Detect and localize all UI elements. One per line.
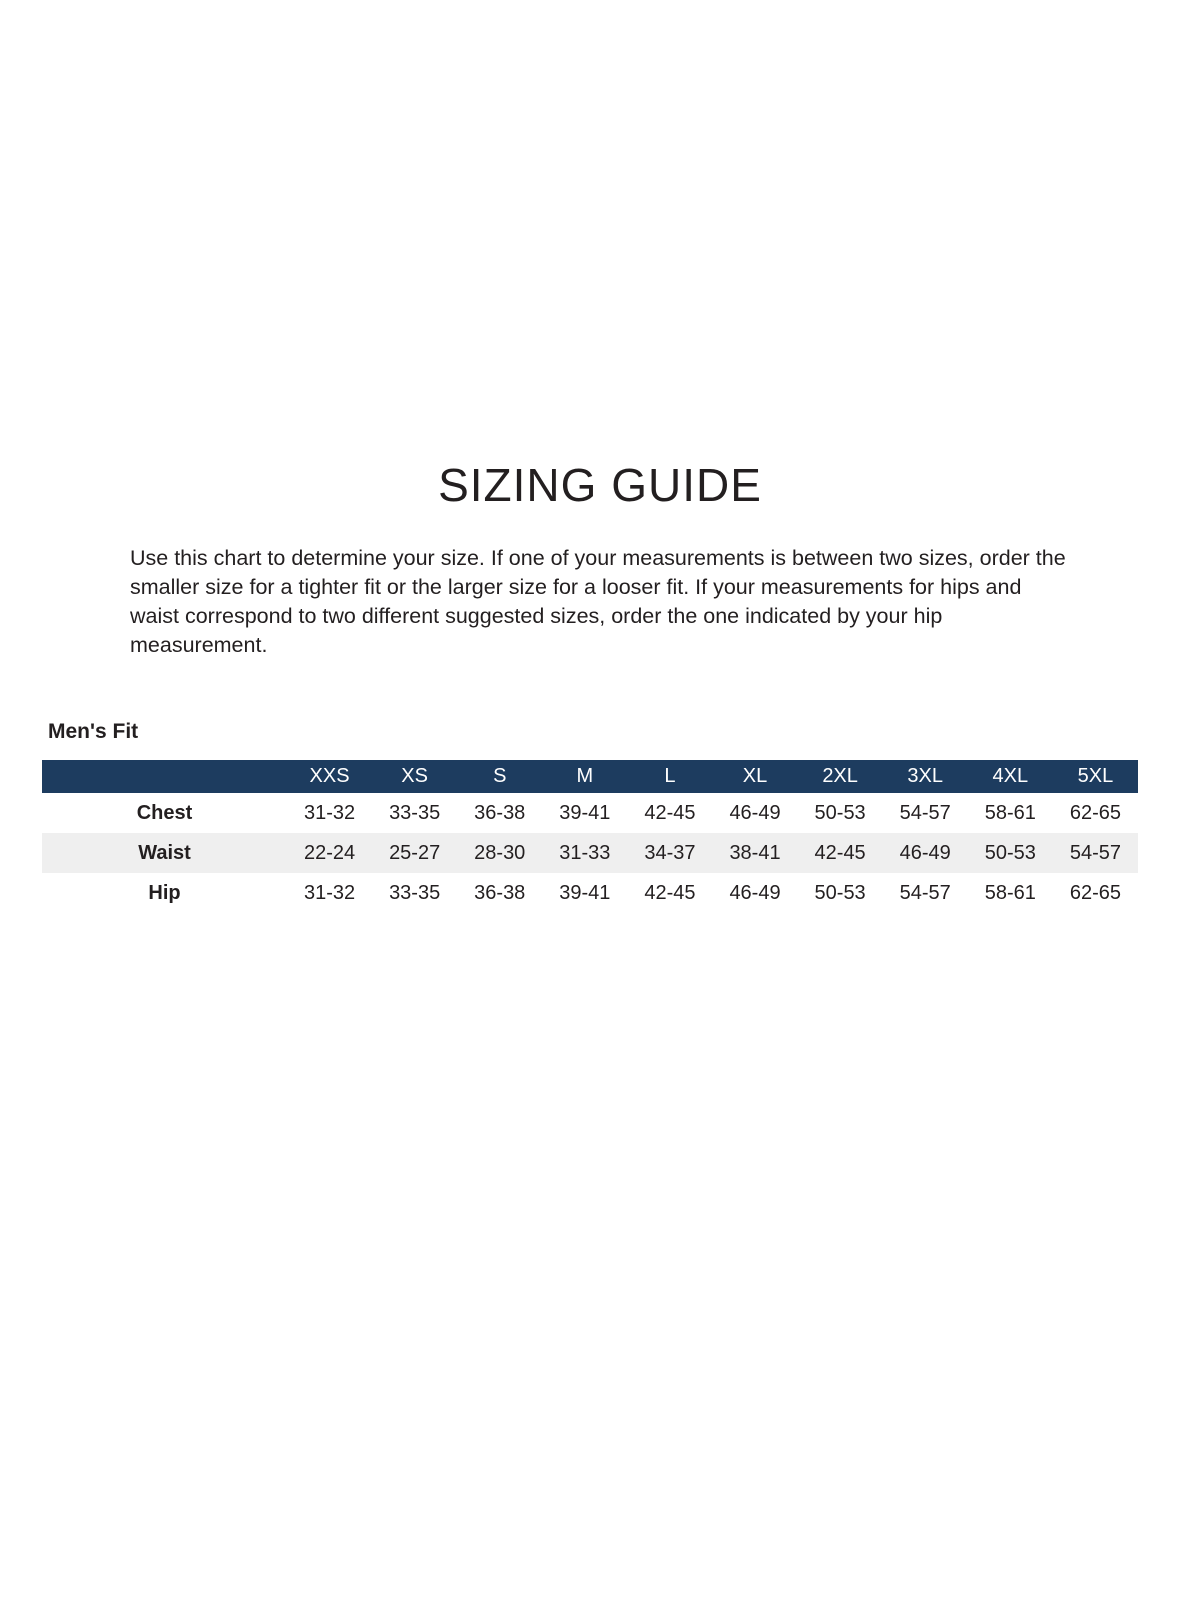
measurement-row-label: Chest xyxy=(136,801,193,824)
empty-header-cell xyxy=(42,760,287,793)
size-value-cell: 58-61 xyxy=(984,801,1036,824)
size-value-cell: 42-45 xyxy=(644,801,696,824)
size-value-cell: 33-35 xyxy=(389,801,441,824)
size-value-cell: 39-41 xyxy=(559,801,611,824)
size-value-cell: 31-33 xyxy=(559,841,611,864)
size-value-cell: 22-24 xyxy=(303,841,356,864)
size-value-cell: 25-27 xyxy=(389,841,441,864)
size-column-header: 3XL xyxy=(883,760,968,793)
size-column-header: 4XL xyxy=(968,760,1053,793)
table-row-waist xyxy=(42,833,1138,873)
size-value-cell: 54-57 xyxy=(899,801,951,824)
measurement-row-label: Hip xyxy=(148,881,181,904)
size-value-cell: 36-38 xyxy=(474,881,526,904)
size-column-header: M xyxy=(542,760,627,793)
measurement-row-label: Waist xyxy=(138,841,191,864)
size-value-cell: 50-53 xyxy=(814,801,866,824)
size-value-cell: 46-49 xyxy=(729,801,781,824)
size-table xyxy=(42,760,1138,913)
size-column-header: L xyxy=(627,760,712,793)
size-value-cell: 42-45 xyxy=(814,841,866,864)
page-title: SIZING GUIDE xyxy=(438,459,762,511)
size-value-cell: 54-57 xyxy=(899,881,951,904)
size-value-cell: 42-45 xyxy=(644,881,696,904)
size-value-cell: 33-35 xyxy=(389,881,441,904)
size-value-cell: 36-38 xyxy=(474,801,526,824)
size-value-cell: 28-30 xyxy=(474,841,526,864)
size-column-header: XL xyxy=(712,760,797,793)
size-value-cell: 39-41 xyxy=(559,881,611,904)
size-table-header-row xyxy=(42,760,1138,793)
size-value-cell: 62-65 xyxy=(1069,881,1121,904)
size-column-header: XS xyxy=(372,760,457,793)
table-row-hip xyxy=(42,873,1138,913)
size-value-cell: 31-32 xyxy=(303,801,356,824)
size-value-cell: 58-61 xyxy=(984,881,1036,904)
size-value-cell: 46-49 xyxy=(729,881,781,904)
size-value-cell: 50-53 xyxy=(984,841,1036,864)
size-column-header: XXS xyxy=(287,760,372,793)
size-value-cell: 38-41 xyxy=(729,841,781,864)
intro-text: Use this chart to determine your size. If one of your measurements is between two sizes, order the smaller size for a tighter fit or the larger size for a looser fit. If your measurements for hips and waist correspond to two different suggested sizes, order the one indicated by your hip measurement. xyxy=(130,546,1066,657)
size-value-cell: 62-65 xyxy=(1069,801,1121,824)
size-value-cell: 31-32 xyxy=(303,881,356,904)
table-row-chest xyxy=(42,793,1138,833)
size-value-cell: 34-37 xyxy=(644,841,696,864)
size-column-header: 5XL xyxy=(1053,760,1138,793)
size-value-cell: 54-57 xyxy=(1069,841,1121,864)
size-value-cell: 50-53 xyxy=(814,881,866,904)
size-column-header: 2XL xyxy=(798,760,883,793)
size-column-header: S xyxy=(457,760,542,793)
mens-fit-label: Men's Fit xyxy=(48,720,139,743)
size-value-cell: 46-49 xyxy=(899,841,951,864)
